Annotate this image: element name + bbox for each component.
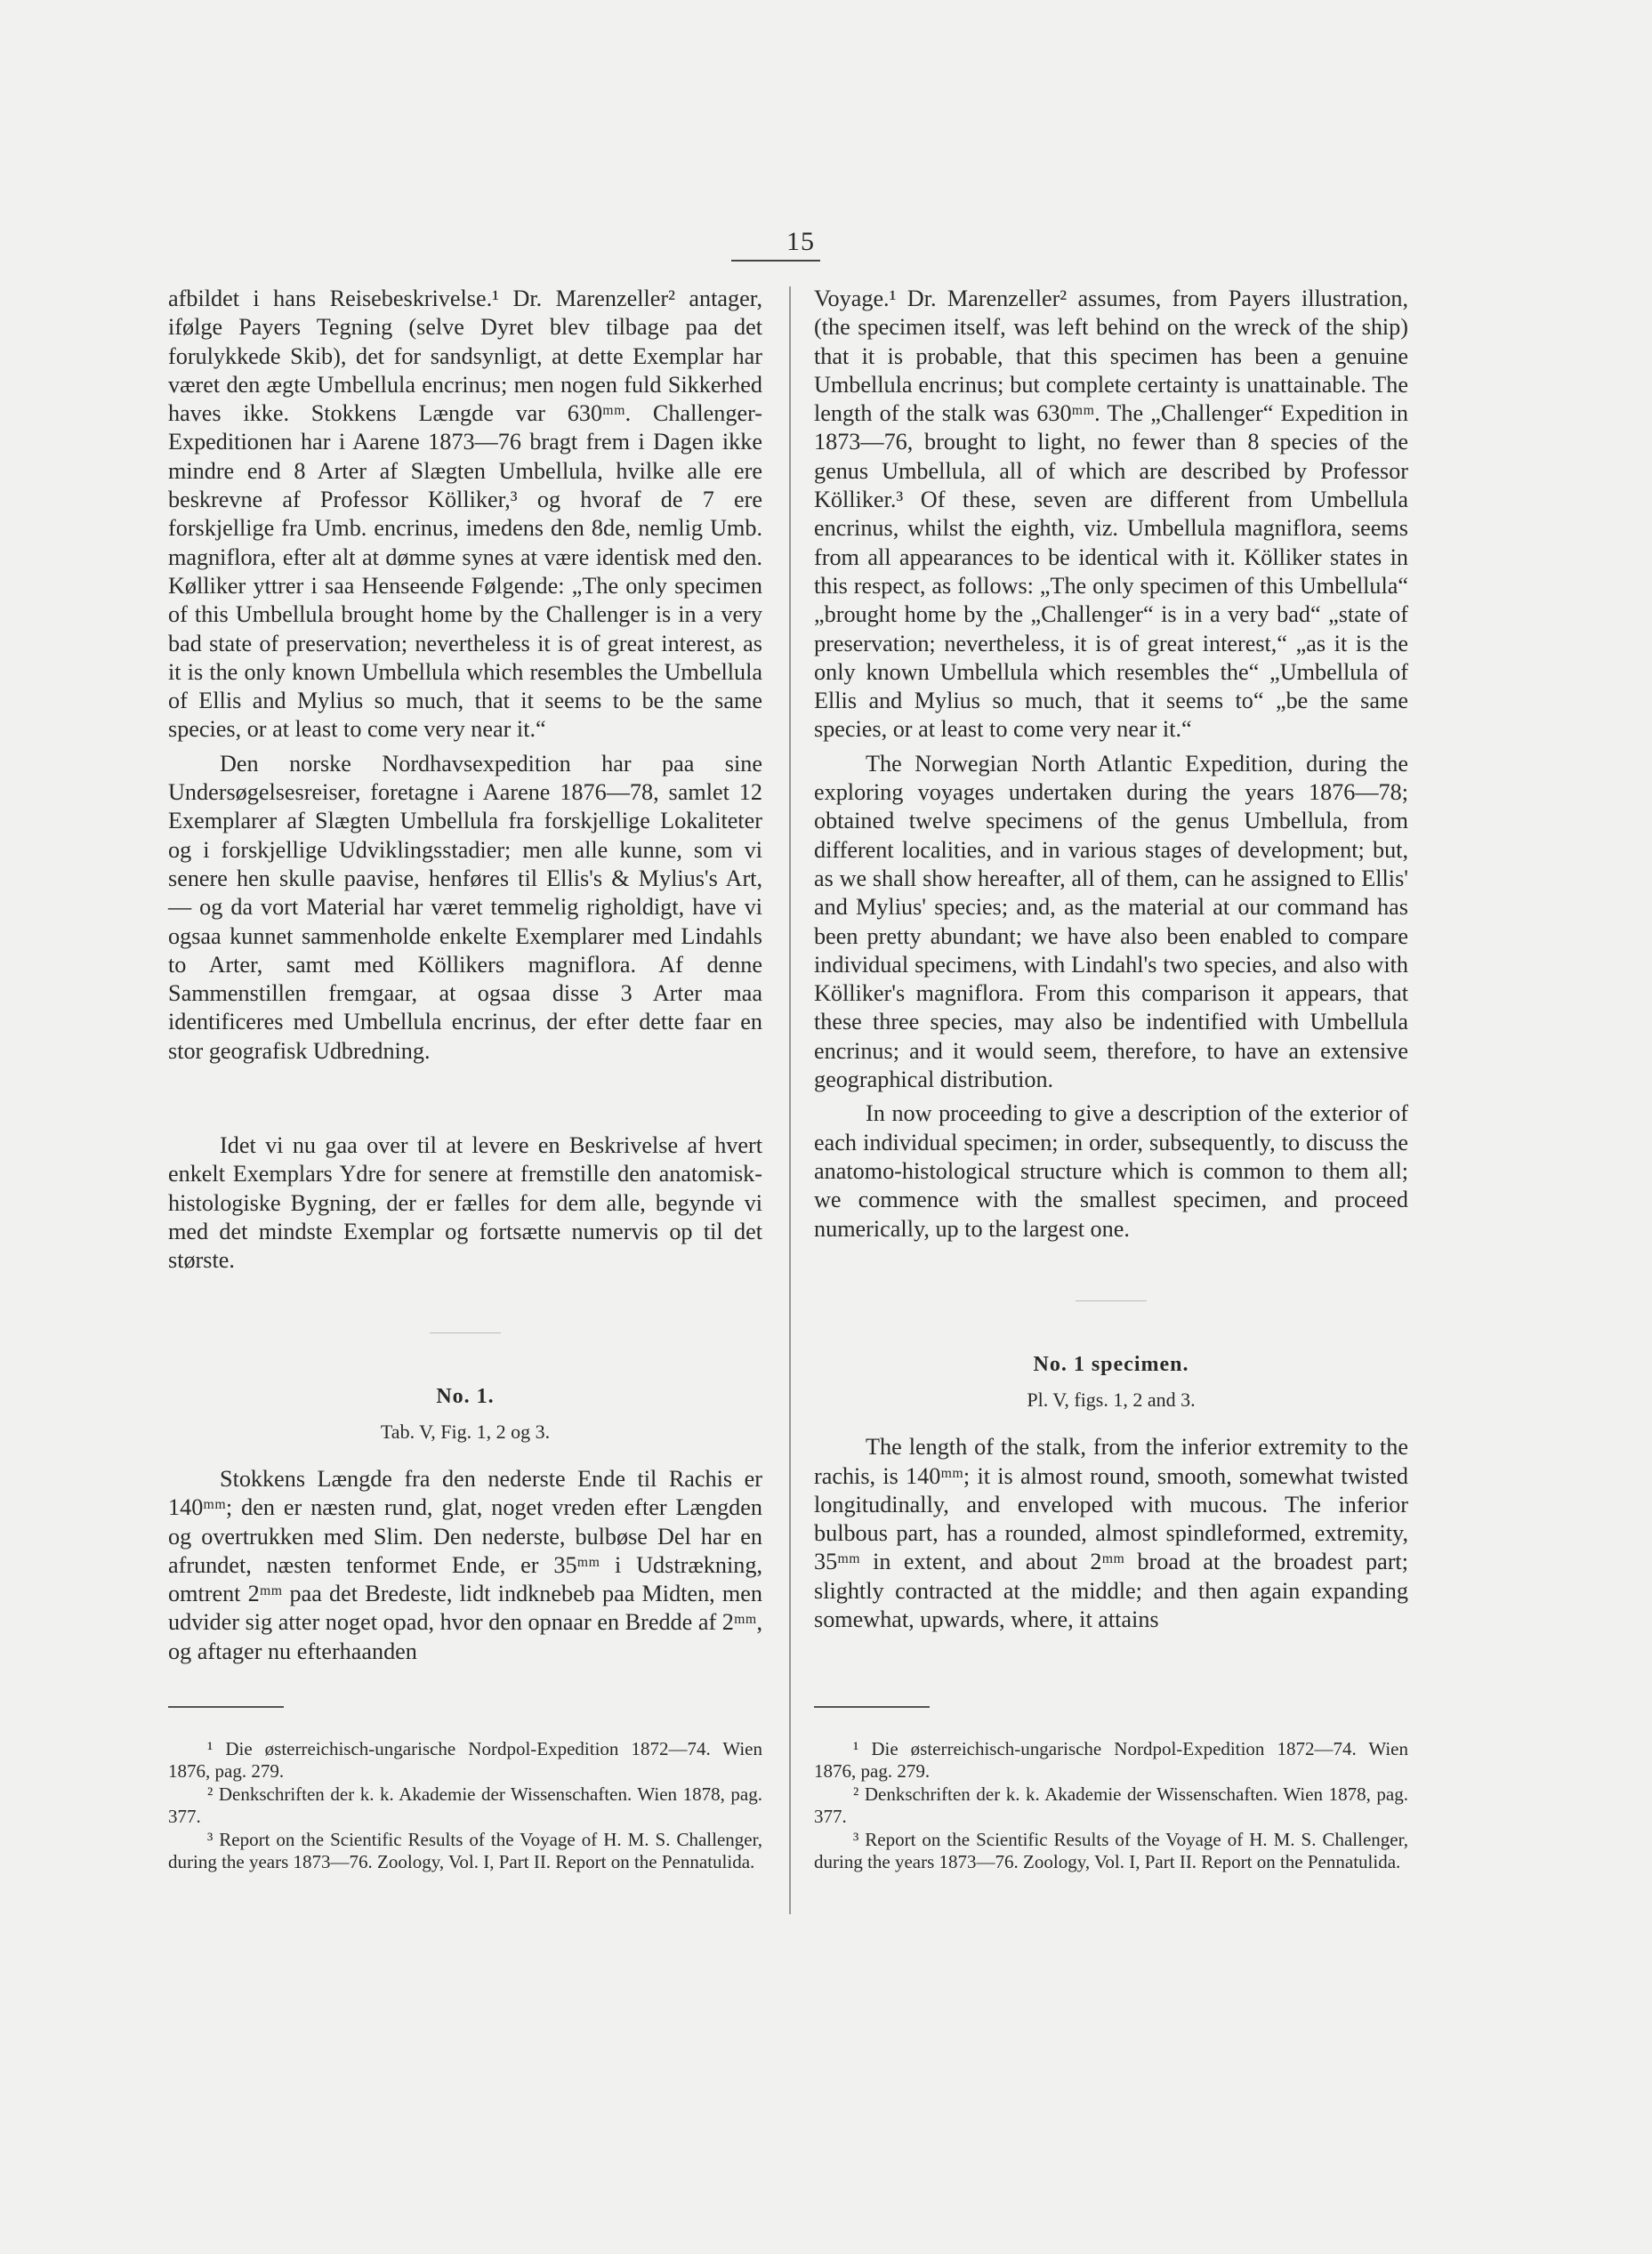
left-paragraph-3: Idet vi nu gaa over til at levere en Beskrivelse af hvert enkelt Exemplars Ydre for senere at fremstille den anatomisk-histologiske Bygning, der er fælles for dem alle, begynde vi med det mindste Exemplar og fortsætte numervis op til det største.	[168, 1132, 762, 1274]
right-footnote-1: ¹ Die østerreichisch-ungarische Nordpol-Expedition 1872—74. Wien 1876, pag. 279.	[814, 1737, 1408, 1783]
right-column-english	[814, 285, 1408, 1634]
left-specimen-title: No. 1.	[436, 1385, 495, 1408]
footnote-rule	[168, 1706, 284, 1708]
left-footnote-3: ³ Report on the Scientific Results of the Voyage of H. M. S. Challenger, during the years 1873—76. Zoology, Vol. I, Part II. Report on the Pennatulida.	[168, 1828, 762, 1873]
header-rule	[731, 260, 820, 262]
page-number: 15	[786, 227, 815, 256]
left-footnote-2: ² Denkschriften der k. k. Akademie der Wissenschaften. Wien 1878, pag. 377.	[168, 1783, 762, 1828]
section-separator	[1076, 1300, 1147, 1302]
right-paragraph-1: Voyage.¹ Dr. Marenzeller² assumes, from Payers illustration, (the specimen itself, was left behind on the wreck of the ship) that it is probable, that this specimen has been a genuine Umbellula encrinus; but complete certainty is unattainable. The length of the stalk was 630ᵐᵐ. The „Challenger“ Expedition in 1873—76, brought to light, no fewer than 8 species of the genus Umbellula, all of which are described by Professor Kölliker.³ Of these, seven are different from Umbellula encrinus, whilst the eighth, viz. Umbellula magniflora, seems from all appearances to be identical with it. Kölliker states in this respect, as follows: „The only specimen of this Umbellula“ „brought home by the „Challenger“ is in a very bad“ „state of preservation; nevertheless, it is of great interest,“ „as it is the only known Umbellula which resembles the“ „Umbellula of Ellis and Mylius so much, that it seems to“ „be the same species, or at least to come very near it.“	[814, 286, 1408, 743]
left-specimen-plate-ref: Tab. V, Fig. 1, 2 og 3.	[380, 1421, 551, 1443]
left-paragraph-1: afbildet i hans Reisebeskrivelse.¹ Dr. Marenzeller² antager, ifølge Payers Tegning (selve Dyret blev tilbage paa det forulykkede Skib), det for sandsynligt, at dette Exemplar har været den ægte Umbellula encrinus; men nogen fuld Sikkerhed haves ikke. Stokkens Længde var 630ᵐᵐ. Challenger-Expeditionen har i Aarene 1873—76 bragt frem i Dagen ikke mindre end 8 Arter af Slægten Umbellula, hvilke alle ere beskrevne af Professor Kölliker,³ og hvoraf de 7 ere forskjellige fra Umb. encrinus, imedens den 8de, nemlig Umb. magniflora, efter alt at dømme synes at være identisk med den. Kølliker yttrer i saa Henseende Følgende: „The only specimen of this Umbellula brought home by the Challenger is in a very bad state of preservation; nevertheless it is of great interest, as it is the only known Umbellula which resembles the Umbellula of Ellis and Mylius so much, that it seems to be the same species, or at least to come very near it.“	[168, 286, 762, 743]
right-footnote-3: ³ Report on the Scientific Results of the Voyage of H. M. S. Challenger, during the years 1873—76. Zoology, Vol. I, Part II. Report on the Pennatulida.	[814, 1828, 1408, 1873]
footnote-rule	[814, 1706, 930, 1708]
section-separator	[430, 1332, 501, 1334]
right-footnote-2: ² Denkschriften der k. k. Akademie der Wissenschaften. Wien 1878, pag. 377.	[814, 1783, 1408, 1828]
right-specimen-title: No. 1 specimen.	[1033, 1353, 1189, 1377]
right-paragraph-2: The Norwegian North Atlantic Expedition, during the exploring voyages undertaken during the years 1876—78; obtained twelve specimens of the genus Umbellula, from different localities, and in various stages of development; but, as we shall show hereafter, all of them, can he assigned to Ellis' and Mylius' species; and, as the material at our command has been pretty abundant; we have also been enabled to compare individual specimens, with Lindahl's two species, and also with Kölliker's magniflora. From this comparison it appears, that these three species, may also be indentified with Umbellula encrinus; and it would seem, therefore, to have an extensive geographical distribution.	[814, 750, 1408, 1093]
left-footnote-1: ¹ Die østerreichisch-ungarische Nordpol-Expedition 1872—74. Wien 1876, pag. 279.	[168, 1737, 762, 1783]
left-column-norwegian	[168, 285, 762, 1666]
right-paragraph-3: In now proceeding to give a description of the exterior of each individual specimen; in order, subsequently, to discuss the anatomo-histological structure which is common to them all; we commence with the smallest specimen, and proceed numerically, up to the largest one.	[814, 1100, 1408, 1242]
right-footnotes	[814, 1706, 1408, 1874]
left-footnotes	[168, 1706, 762, 1874]
left-paragraph-4: Stokkens Længde fra den nederste Ende til Rachis er 140ᵐᵐ; den er næsten rund, glat, noget vreden efter Længden og overtrukken med Slim. Den nederste, bulbøse Del har en afrundet, næsten tenformet Ende, er 35ᵐᵐ i Udstrækning, omtrent 2ᵐᵐ paa det Bredeste, lidt indknebeb paa Midten, men udvider sig atter noget opad, hvor den opnaar en Bredde af 2ᵐᵐ, og aftager nu efterhaanden	[168, 1466, 762, 1664]
column-divider	[789, 286, 791, 1914]
right-paragraph-4: The length of the stalk, from the inferior extremity to the rachis, is 140ᵐᵐ; it is almost round, smooth, somewhat twisted longitudinally, and enveloped with mucous. The inferior bulbous part, has a rounded, almost spindleformed, extremity, 35ᵐᵐ in extent, and about 2ᵐᵐ broad at the broadest part; slightly contracted at the middle; and then again expanding somewhat, upwards, where, it attains	[814, 1434, 1408, 1633]
right-specimen-plate-ref: Pl. V, figs. 1, 2 and 3.	[1027, 1389, 1196, 1412]
left-paragraph-2: Den norske Nordhavsexpedition har paa sine Undersøgelsesreiser, foretagne i Aarene 1876—78, samlet 12 Exemplarer af Slægten Umbellula fra forskjellige Lokaliteter og i forskjellige Udviklingsstadier; men alle kunne, som vi senere hen skulle paavise, henføres til Ellis's & Mylius's Art, — og da vort Material har været temmelig righoldigt, have vi ogsaa kunnet sammenholde enkelte Exemplarer med Lindahls to Arter, samt med Köllikers magniflora. Af denne Sammenstillen fremgaar, at ogsaa disse 3 Arter maa identificeres med Umbellula encrinus, der efter dette faar en stor geografisk Udbredning.	[168, 750, 762, 1064]
